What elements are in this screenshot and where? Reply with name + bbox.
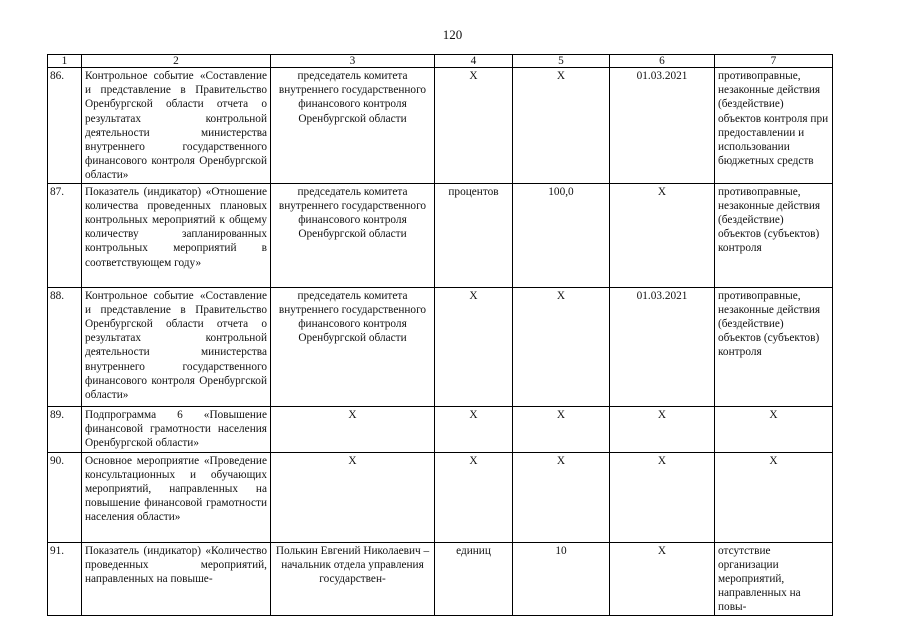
completion-date: Х — [610, 542, 715, 615]
completion-date: Х — [610, 406, 715, 452]
table-row — [48, 183, 833, 287]
completion-date: Х — [610, 452, 715, 542]
risk-description: Х — [715, 452, 833, 542]
column-header: 3 — [271, 55, 435, 68]
column-header: 2 — [82, 55, 271, 68]
completion-date: Х — [610, 183, 715, 287]
measure-name: Основное мероприятие «Проведение консультационных и обучающих мероприятий, направленных на повышение финансовой грамотности населения области» — [82, 452, 271, 542]
measure-name: Контрольное событие «Составление и представление в Правительство Оренбургской области отчета о результатах контрольной деятельности министерства внутреннего государственного финансового контроля Оренбургской области» — [82, 287, 271, 406]
row-number: 87. — [48, 183, 82, 287]
responsible-person: Х — [271, 406, 435, 452]
unit-of-measure: Х — [435, 452, 513, 542]
risk-description: противоправные, незаконные действия (бездействие) объектов (субъектов) контроля — [715, 287, 833, 406]
table-row — [48, 452, 833, 542]
unit-of-measure: единиц — [435, 542, 513, 615]
unit-of-measure: Х — [435, 287, 513, 406]
risk-description: Х — [715, 406, 833, 452]
measure-name: Контрольное событие «Составление и представление в Правительство Оренбургской области отчета о результатах контрольной деятельности министерства внутреннего государственного финансового контроля Оренбургской области» — [82, 68, 271, 184]
completion-date: 01.03.2021 — [610, 68, 715, 184]
column-header: 4 — [435, 55, 513, 68]
header-row — [48, 55, 833, 68]
row-number: 88. — [48, 287, 82, 406]
column-header: 6 — [610, 55, 715, 68]
row-number: 90. — [48, 452, 82, 542]
measure-name: Подпрограмма 6 «Повышение финансовой грамотности населения Оренбургской области» — [82, 406, 271, 452]
unit-of-measure: Х — [435, 406, 513, 452]
unit-of-measure: процентов — [435, 183, 513, 287]
responsible-person: председатель комитета внутреннего государственного финансового контроля Оренбургской области — [271, 183, 435, 287]
column-header: 5 — [513, 55, 610, 68]
document-table — [47, 54, 833, 616]
planned-value: 100,0 — [513, 183, 610, 287]
planned-value: 10 — [513, 542, 610, 615]
completion-date: 01.03.2021 — [610, 287, 715, 406]
risk-description: отсутствие организации мероприятий, направленных на повы- — [715, 542, 833, 615]
page-number: 120 — [442, 27, 463, 42]
measure-name: Показатель (индикатор) «Отношение количества проведенных плановых контрольных мероприятий к общему количеству запланированных контрольных мероприятий в соответствующем году» — [82, 183, 271, 287]
row-number: 89. — [48, 406, 82, 452]
table-row — [48, 542, 833, 615]
planned-value: Х — [513, 406, 610, 452]
responsible-person: председатель комитета внутреннего государственного финансового контроля Оренбургской области — [271, 68, 435, 184]
planned-value: Х — [513, 452, 610, 542]
table-row — [48, 287, 833, 406]
risk-description: противоправные, незаконные действия (бездействие) объектов (субъектов) контроля — [715, 183, 833, 287]
measure-name: Показатель (индикатор) «Количество проведенных мероприятий, направленных на повыше- — [82, 542, 271, 615]
risk-description: противоправные, незаконные действия (бездействие) объектов контроля при предоставлении и использовании бюджетных средств — [715, 68, 833, 184]
column-header: 7 — [715, 55, 833, 68]
responsible-person: Полькин Евгений Николаевич – начальник отдела управления государствен- — [271, 542, 435, 615]
unit-of-measure: Х — [435, 68, 513, 184]
row-number: 91. — [48, 542, 82, 615]
table-row — [48, 406, 833, 452]
table-row — [48, 68, 833, 184]
planned-value: Х — [513, 287, 610, 406]
responsible-person: Х — [271, 452, 435, 542]
column-header: 1 — [48, 55, 82, 68]
responsible-person: председатель комитета внутреннего государственного финансового контроля Оренбургской области — [271, 287, 435, 406]
row-number: 86. — [48, 68, 82, 184]
planned-value: Х — [513, 68, 610, 184]
